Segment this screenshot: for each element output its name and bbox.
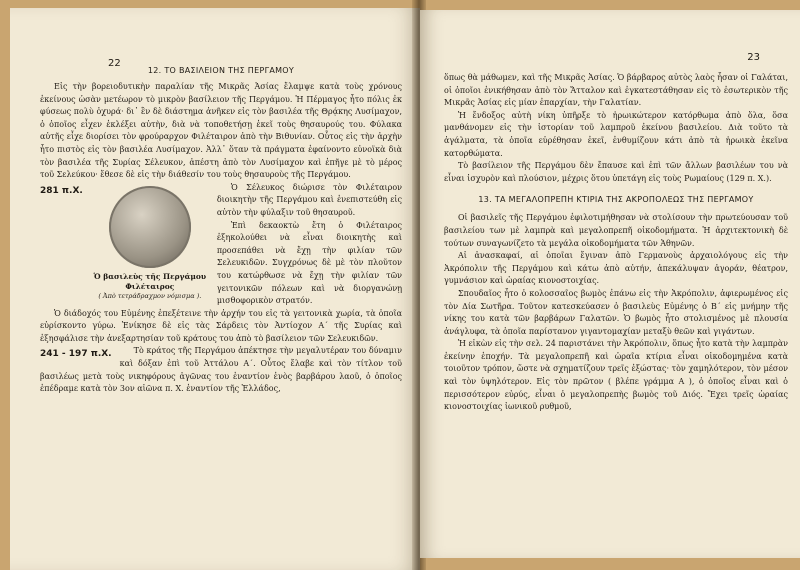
page-number-right: 23 bbox=[747, 52, 760, 63]
date-241-197: 241 - 197 π.Χ. bbox=[40, 349, 112, 360]
left-paragraph-1: Εἰς τὴν βορειοδυτικὴν παραλίαν τῆς Μικρᾶς Ἀσίας ἔλαμψε κατὰ τοὺς χρόνους ἐκείνους ὡσὰν μετέωρον τὸ μικρὸν βασίλειον τῆς Περγάμου. Ἡ Πέρμαγος ἦτο πόλις ἐκ φύσεως πολὺ ὀχυρά· δι᾽ ἓν δὲ διάστημα ἀνῆκεν εἰς τὸν βασιλέα τῆς Θρᾴκης Λυσίμαχον, ὁ ὁποῖος εἶχεν ἐκλέξει αὐτὴν, διὰ νὰ τοποθετήσῃ ἐκεῖ τοὺς θησαυρούς του. Φύλακα αὐτῆς εἶχε διορίσει τὸν φρούραρχον Φιλέταιρον ἀπὸ τὴν Βιθυνίαν. Οὗτος εἰς τὴν ἀρχὴν ἦτο πιστὸς εἰς τὸν βασιλέα Λυσίμαχον. Ἀλλ᾽ ὅταν τὰ πράγματα ἐφαίνοντο εὐνοϊκὰ διὰ τὸν βασιλέα τῆς Συρίας Σέλευκον, ἀπέστη ἀπὸ τὸν Λυσίμαχον καὶ ἐπῆγε μὲ τὸ μέρος τοῦ Σελεύκου· ἔθεσε δὲ εἰς τὴν διάθεσίν του τοὺς θησαυροὺς τῆς Περγάμου. bbox=[40, 82, 402, 180]
coin-caption: Ὁ βασιλεὺς τῆς Περγάμου Φιλέταιρος bbox=[93, 271, 207, 291]
left-paragraph-4: Ὁ διάδοχός του Εὐμένης ἐπεξέτεινε τὴν ἀρχήν του εἰς τὰ γειτονικὰ χωρία, τὰ ὁποῖα εὑρίσκοντο γύρω. Ἐνίκησε δὲ εἰς τὰς Σάρδεις τὸν Ἀντίοχον Α΄ τῆς Συρίας καὶ ἐξησφάλισε τὴν ἀνεξαρτησίαν τοῦ κράτους του ἀπὸ τὸ βασίλειον τῶν Σελευκιδῶν. bbox=[40, 308, 402, 343]
section-heading-13: 13. ΤΑ ΜΕΓΑΛΟΠΡΕΠΗ ΚΤΙΡΙΑ ΤΗΣ ΑΚΡΟΠΟΛΕΩΣ ΤΗΣ ΠΕΡΓΑΜΟΥ bbox=[478, 195, 754, 205]
left-paragraph-2: Ὁ Σέλευκος διώρισε τὸν Φιλέταιρον διοικητὴν τῆς Περγάμου καὶ ἐνεπιστεύθη εἰς αὐτὸν τὴν φύλαξιν τοῦ θησαυροῦ. bbox=[216, 182, 402, 217]
left-paragraph-3: Ἐπὶ δεκαοκτὼ ἔτη ὁ Φιλέταιρος ἐξηκολούθει νὰ εἶναι διοικητὴς καὶ προσεπάθει νὰ ἔχῃ τὴν φιλίαν τῶν Σελευκιδῶν. Συγχρόνως δὲ μὲ τὸν πλοῦτον του κατώρθωσε νὰ ἔχῃ τὴν φιλίαν τῶν γειτονικῶν πόλεων καὶ νὰ διοργανώνῃ μισθοφορικὸν στρατόν. bbox=[216, 220, 402, 306]
right-paragraph-5: Αἱ ἀνασκαφαί, αἱ ὁποῖαι ἔγιναν ἀπὸ Γερμανοὺς ἀρχαιολόγους εἰς τὴν Ἀκρόπολιν τῆς Περγάμου καὶ κάτω ἀπὸ αὐτήν, ἀπεκάλυψαν ἀγοράν, θέατρον, γυμνάσιον καὶ ὡραίας κιονοστοιχίας. bbox=[444, 251, 788, 286]
right-page bbox=[420, 10, 800, 558]
right-paragraph-4: Οἱ βασιλεῖς τῆς Περγάμου ἐφιλοτιμήθησαν νὰ στολίσουν τὴν πρωτεύουσαν τοῦ βασιλείου των μὲ λαμπρὰ καὶ μεγαλοπρεπῆ οἰκοδομήματα. Ἡ ἀρχιτεκτονικὴ δὲ τούτων συναγωνίζετο τὰ μεγάλα οἰκοδομήματα τῶν Ἀθηνῶν. bbox=[444, 213, 788, 248]
right-paragraph-6: Σπουδαῖος ἦτο ὁ κολοσσαῖος βωμὸς ἐπάνω εἰς τὴν Ἀκρόπολιν, ἀφιερωμένος εἰς τὸν Δία Σωτῆρα. Τοῦτον κατεσκεύασεν ὁ βασιλεὺς Εὐμένης ὁ Β΄ εἰς μνήμην τῆς νίκης του κατὰ τῶν βαρβάρων Γαλατῶν. Ὁ βωμὸς ἦτο στολισμένος μὲ πλουσία ἀνάγλυφα, τὰ ὁποῖα παρίστανον γιγαντομαχίαν μεταξὺ θεῶν καὶ γιγάντων. bbox=[444, 288, 788, 336]
section-heading-12: 12. ΤΟ ΒΑΣΙΛΕΙΟΝ ΤΗΣ ΠΕΡΓΑΜΟΥ bbox=[147, 66, 295, 75]
left-page bbox=[10, 8, 420, 570]
right-paragraph-7: Ἡ εἰκὼν εἰς τὴν σελ. 24 παριστάνει τὴν Ἀκρόπολιν, ὅπως ἦτο κατὰ τὴν λαμπρὰν ἐκείνην ἐποχήν. Τὰ μεγαλοπρεπῆ καὶ ὡραῖα κτίρια εἶναι οἰκοδομημένα κατὰ τοιοῦτον τρόπον, ὥστε νὰ σχηματίζουν τρεῖς ἐξώστας· τὸν χαμηλότερον, τὸν μέσον καὶ τὸν ὑψηλότερον. Εἰς τὸν πρῶτον ( βλέπε γράμμα Α ), ὁ ὁποῖος εἶναι καὶ ὁ περισσότερον εὐρύς, εἶναι ὁ μεγαλοπρεπὴς βωμὸς τοῦ Διός. Ἔχει τρεῖς ὡραίας κιονοστοιχίας ἰωνικοῦ ρυθμοῦ, bbox=[444, 339, 788, 412]
coin-caption-source: ( Ἀπὸ τετράδραχμον νόμισμα ). bbox=[98, 291, 202, 300]
right-paragraph-2: Ἡ ἔνδοξος αὐτὴ νίκη ὑπῆρξε τὸ ἡρωικώτερον κατόρθωμα ἀπὸ ὅλα, ὅσα μανθάνομεν εἰς τὴν ἱστορίαν τοῦ λαμπροῦ ἐκείνου βασιλείου. Διὰ τοῦτο τὰ ἀγάλματα, τὰ ὁποῖα εὑρέθησαν ἐκεῖ, ἐνθυμίζουν κάτι ἀπὸ τὰ ἡρωικὰ ἐκεῖνα κατορθώματα. bbox=[444, 110, 788, 158]
coin-figure bbox=[91, 186, 209, 301]
date-281: 281 π.Χ. bbox=[40, 185, 83, 196]
page-number-left: 22 bbox=[108, 58, 121, 69]
left-paragraph-5: Τὸ κράτος τῆς Περγάμου ἀπέκτησε τὴν μεγαλυτέραν του δύναμιν καὶ δόξαν ἐπὶ τοῦ Ἀττάλου Α΄. Οὗτος ἔλαβε καὶ τὸν τίτλον τοῦ βασιλέως μετὰ τοὺς νικηφόρους ἀγῶνας του ἐναντίον ἑνὸς βαρβάρου λαοῦ, ὁ ὁποῖος ἐπέδραμε κατὰ τὸν 3ον αἰῶνα π. Χ. ἐναντίον τῆς Ἑλλάδος, bbox=[40, 346, 402, 394]
right-paragraph-3: Τὸ βασίλειον τῆς Περγάμου δὲν ἔπαυσε καὶ ἐπὶ τῶν ἄλλων βασιλέων του νὰ εἶναι ἰσχυρὸν καὶ πλούσιον, μέχρις ὅτου ὑπετάγη εἰς τοὺς Ρωμαίους (129 π. Χ.). bbox=[444, 161, 788, 183]
right-paragraph-1: ὅπως θὰ μάθωμεν, καὶ τῆς Μικρᾶς Ἀσίας. Ὁ βάρβαρος αὐτὸς λαὸς ἦσαν οἱ Γαλάται, οἱ ὁποῖοι ἐνικήθησαν ἀπὸ τὸν Ἄτταλον καὶ ἐγκατεστάθησαν εἰς τὸ ἐσωτερικὸν τῆς Μικρᾶς Ἀσίας εἰς μίαν ἐπαρχίαν, τὴν Γαλατίαν. bbox=[444, 73, 788, 108]
coin-portrait-icon bbox=[109, 186, 191, 268]
